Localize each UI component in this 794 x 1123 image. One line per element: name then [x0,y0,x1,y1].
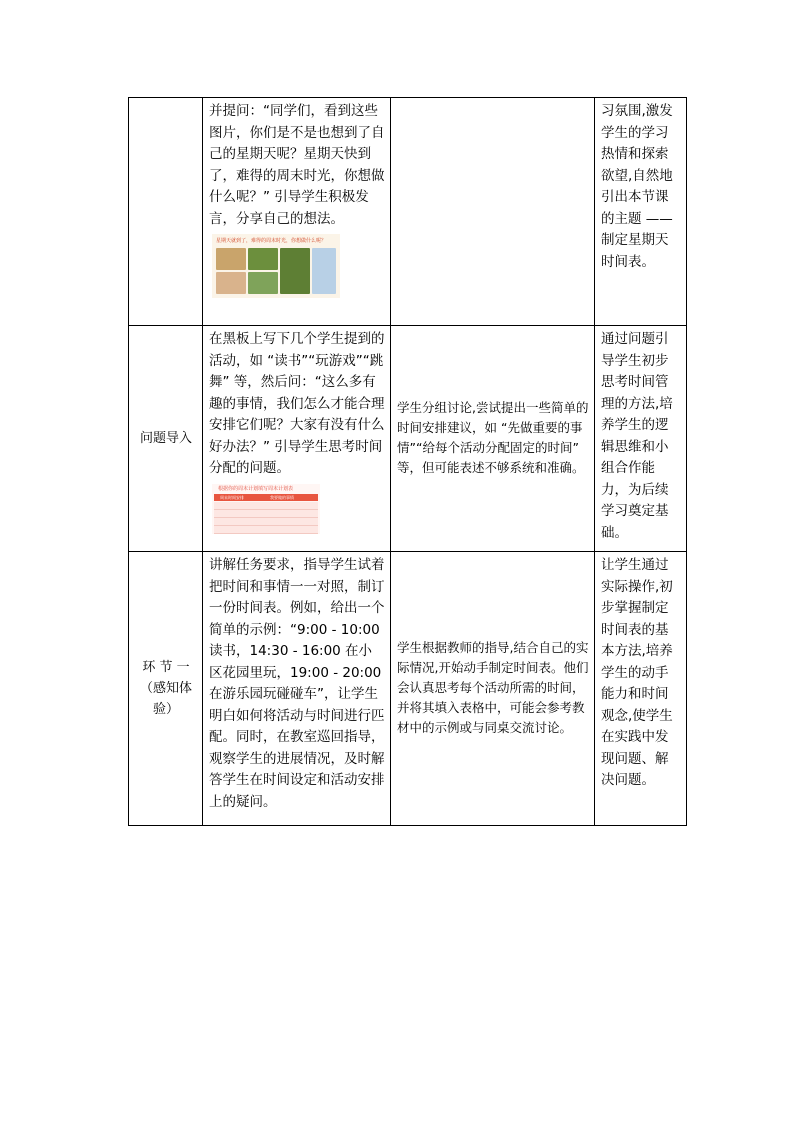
worksheet-row [214,510,318,518]
photo-park [248,272,278,294]
stage-cell [129,326,203,552]
teacher-activity-cell [203,326,391,552]
teacher-activity-text: 在黑板上写下几个学生提到的活动，如 “读书”“玩游戏”“跳舞” 等，然后问：“这么多有趣的事情，我们怎么才能合理安排它们呢？大家有没有什么好办法？” 引导学生思考时间分配的问题。 [209,331,385,476]
picture-caption: 星期天就到了，难得的周末时光，你想做什么呢？ [216,238,327,244]
student-activity-cell [391,98,595,326]
worksheet-caption: 根据你的周末计划填写周末计划表 [218,485,294,492]
stage-cell [129,98,203,326]
student-activity-text: 学生根据教师的指导,结合自己的实际情况,开始动手制定时间表。他们会认真思考每个活动所需的时间，并将其填入表格中，可能会参考教材中的示例或与同桌交流讨论。 [397,640,589,735]
student-activity-cell [391,326,595,552]
student-activity-text: 学生分组讨论,尝试提出一些简单的时间安排建议，如 “先做重要的事情”“给每个活动分配固定的时间” 等，但可能表述不够系统和准确。 [397,400,589,475]
teacher-activity-text: 讲解任务要求，指导学生试着把时间和事情一一对照，制订一份时间表。例如，给出一个简单的示例：“9:00 - 10:00 读书，14:30 - 16:00 在小区花园里玩，19:00 - 20:00 在游乐园玩碰碰车”，让学生明白如何将活动与时间进行匹配。同时，在教室巡回指导，观察学生的进展情况，及时解答学生在时间设定和活动安排上的疑问。 [209,557,386,810]
design-intent-text: 习氛围,激发学生的学习热情和探索欲望,自然地引出本节课的主题 ——制定星期天时间表。 [601,103,673,270]
photo-cooking [216,272,246,294]
stage-label: 环 节 一（感知体验） [139,659,192,717]
stage-cell [129,552,203,826]
weekend-plan-worksheet-picture [212,484,320,534]
design-intent-text: 通过问题引导学生初步思考时间管理的方法,培养学生的逻辑思维和小组合作能力，为后续学习奠定基础。 [601,331,673,541]
worksheet-row [214,526,318,534]
photo-reading [216,248,246,270]
photo-outdoor [248,248,278,270]
teacher-activity-cell [203,552,391,826]
worksheet-row [214,502,318,510]
design-intent-text: 让学生通过实际操作,初步掌握制定时间表的基本方法,培养学生的动手能力和时间观念,使学生在实践中发现问题、解决问题。 [601,557,673,788]
photo-dance [312,248,336,294]
worksheet-header [214,494,318,501]
photo-football [280,248,310,294]
weekend-activities-picture [212,234,340,298]
lesson-plan-table [128,97,687,826]
design-intent-cell [595,98,687,326]
table-row [129,326,687,552]
teacher-activity-cell [203,98,391,326]
teacher-activity-text: 并提问：“同学们，看到这些图片，你们是不是也想到了自己的星期天呢？星期天快到了，难得的周末时光，你想做什么呢？” 引导学生积极发言，分享自己的想法。 [209,103,385,227]
student-activity-cell [391,552,595,826]
design-intent-cell [595,326,687,552]
worksheet-col-task: 我要做的事情 [270,494,294,500]
design-intent-cell [595,552,687,826]
table-row [129,552,687,826]
table-row [129,98,687,326]
worksheet-col-time: 周末时间安排 [220,494,244,500]
worksheet-row [214,518,318,526]
stage-label: 问题导入 [139,430,192,446]
